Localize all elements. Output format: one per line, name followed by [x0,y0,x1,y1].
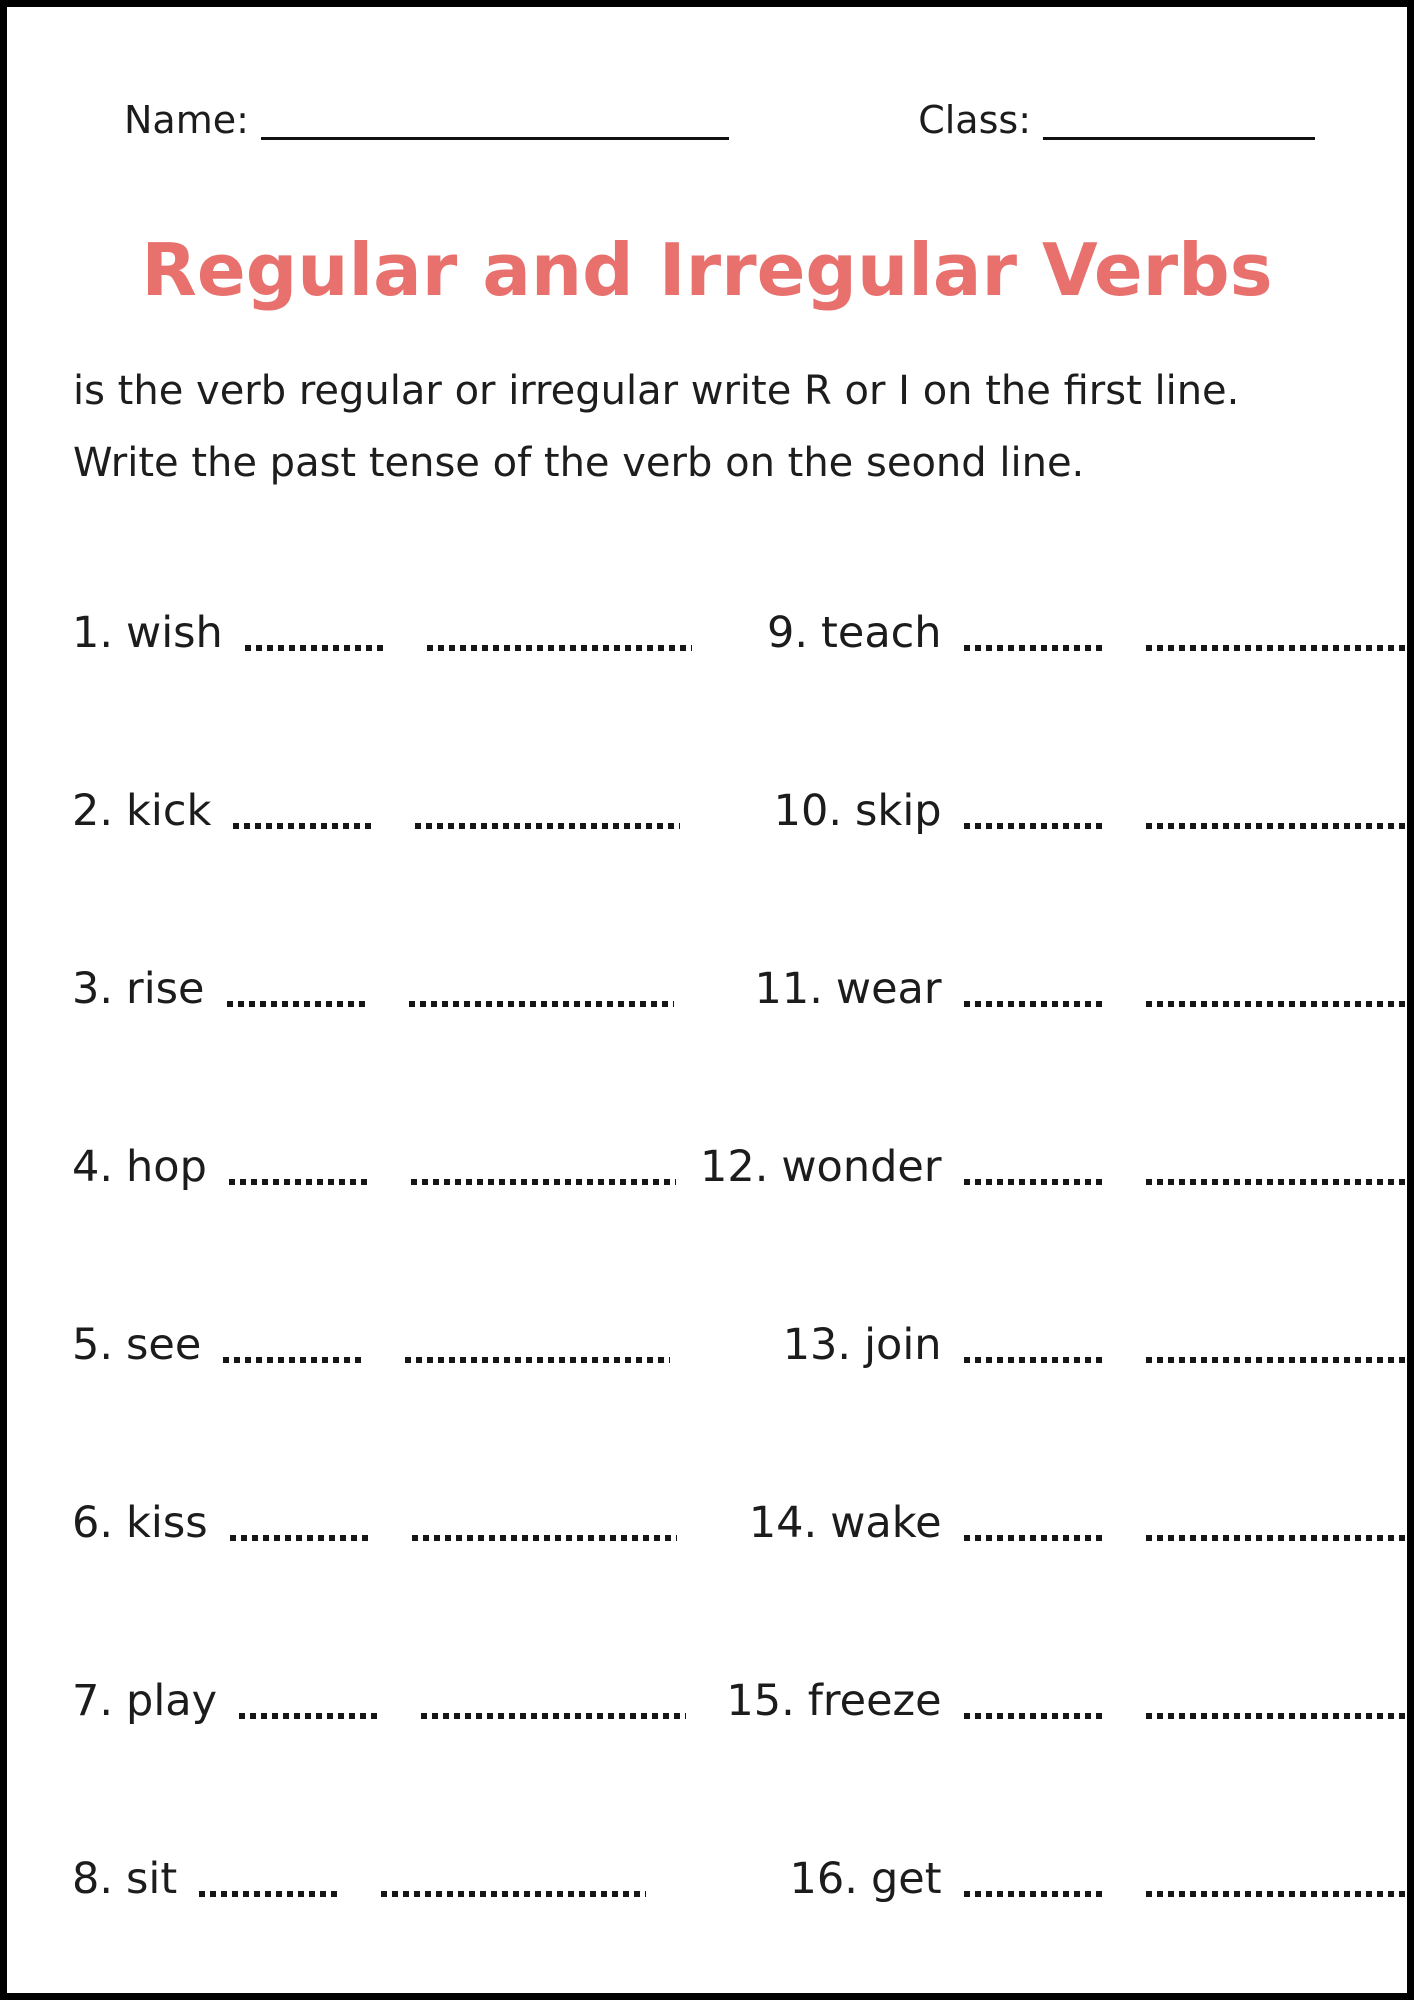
answer-blank-regular-irregular [239,1713,379,1719]
verb-word: hop [126,1141,207,1192]
answer-blank-regular-irregular [964,823,1104,829]
item-number: 2. [72,785,114,836]
answer-blank-past-tense [415,823,680,829]
verb-word: see [126,1319,202,1370]
answer-blank-regular-irregular [233,823,373,829]
item-number: 15. [726,1675,795,1726]
items-grid [72,480,1357,1904]
verb-word: sit [126,1853,178,1904]
answer-blank-past-tense [405,1357,670,1363]
answer-blank-regular-irregular [964,1179,1104,1185]
verb-word: play [126,1675,218,1726]
verb-word: wish [126,607,223,658]
verb-label [72,1143,207,1192]
verb-word: rise [126,963,205,1014]
answer-blank-regular-irregular [223,1357,363,1363]
items-column-left [72,480,672,1904]
answer-blank-regular-irregular [227,1001,367,1007]
verb-word: freeze [807,1675,942,1726]
item-number: 11. [754,963,823,1014]
class-label: Class: [918,98,1031,142]
answer-blank-past-tense [1146,1891,1411,1897]
answer-blank-past-tense [381,1891,646,1897]
answer-blank-regular-irregular [245,645,385,651]
worksheet-title: Regular and Irregular Verbs [141,228,1273,312]
verb-word: wake [830,1497,942,1548]
verb-word: wonder [781,1141,942,1192]
item-number: 10. [773,785,843,836]
answer-blank-regular-irregular [964,1535,1104,1541]
instructions-line-1: is the verb regular or irregular write R or I on the first line. [73,368,1240,414]
answer-blank-regular-irregular [964,1357,1104,1363]
item-number: 6. [72,1497,114,1548]
answer-blank-past-tense [1146,645,1411,651]
answer-blank-regular-irregular [964,645,1104,651]
verb-item [72,1548,672,1726]
name-fill-line [261,137,729,140]
items-column-right [700,480,1411,1904]
verb-item [72,480,672,658]
verb-label [755,965,942,1014]
verb-label [72,1855,177,1904]
verb-item [700,1192,1411,1370]
verb-label [774,787,942,836]
verb-label [790,1855,942,1904]
verb-item [72,1370,672,1548]
verb-word: kick [126,785,212,836]
verb-label [749,1499,942,1548]
item-number: 7. [72,1675,114,1726]
verb-item [700,658,1411,836]
answer-blank-past-tense [1146,823,1411,829]
verb-label [72,1499,208,1548]
name-field [124,99,729,143]
item-number: 14. [748,1497,818,1548]
verb-label [72,1321,201,1370]
verb-label [767,609,942,658]
item-number: 1. [72,607,114,658]
answer-blank-past-tense [412,1535,677,1541]
name-label: Name: [124,98,249,142]
verb-label [726,1677,941,1726]
answer-blank-regular-irregular [964,1891,1104,1897]
answer-blank-past-tense [409,1001,674,1007]
answer-blank-regular-irregular [229,1179,369,1185]
verb-word: wear [835,963,942,1014]
answer-blank-regular-irregular [964,1713,1104,1719]
verb-item [700,480,1411,658]
verb-label [72,609,223,658]
header-row [124,99,1315,143]
answer-blank-past-tense [411,1179,676,1185]
verb-item [72,1014,672,1192]
item-number: 4. [72,1141,114,1192]
answer-blank-regular-irregular [964,1001,1104,1007]
answer-blank-regular-irregular [199,1891,339,1897]
answer-blank-past-tense [1146,1179,1411,1185]
verb-item [700,1370,1411,1548]
verb-label [700,1143,942,1192]
verb-item [72,836,672,1014]
verb-word: get [870,1853,942,1904]
verb-word: join [864,1319,942,1370]
answer-blank-past-tense [1146,1535,1411,1541]
item-number: 9. [766,607,808,658]
verb-item [72,658,672,836]
verb-item [700,1014,1411,1192]
verb-item [700,1726,1411,1904]
verb-word: kiss [126,1497,208,1548]
answer-blank-past-tense [1146,1713,1411,1719]
answer-blank-past-tense [427,645,692,651]
verb-item [700,1548,1411,1726]
item-number: 13. [782,1319,852,1370]
instructions [73,355,1367,499]
item-number: 12. [700,1141,769,1192]
verb-label [72,787,211,836]
answer-blank-regular-irregular [230,1535,370,1541]
answer-blank-past-tense [1146,1357,1411,1363]
item-number: 16. [789,1853,858,1904]
verb-word: skip [855,785,942,836]
item-number: 3. [72,963,114,1014]
verb-item [72,1726,672,1904]
class-fill-line [1043,137,1315,140]
verb-item [700,836,1411,1014]
verb-label [72,965,205,1014]
verb-label [72,1677,217,1726]
class-field [918,99,1315,143]
verb-word: teach [821,607,942,658]
verb-label [783,1321,942,1370]
answer-blank-past-tense [421,1713,686,1719]
answer-blank-past-tense [1146,1001,1411,1007]
instructions-line-2: Write the past tense of the verb on the seond line. [73,440,1085,486]
verb-item [72,1192,672,1370]
item-number: 8. [72,1853,114,1904]
item-number: 5. [72,1319,114,1370]
